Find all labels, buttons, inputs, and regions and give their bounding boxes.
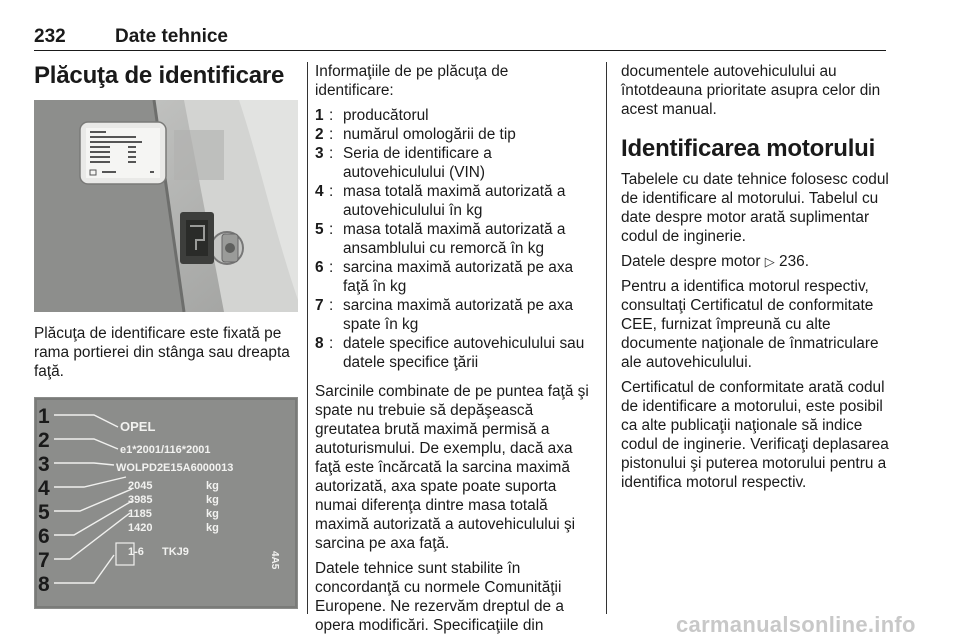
list-item: 2 : numărul omologării de tip — [315, 125, 591, 144]
list-item: 8 : datele specifice autovehiculului sau datele specifice ţării — [315, 334, 591, 372]
list-item-number: 4 — [315, 183, 324, 200]
plate-bottom-right: 4A5 — [269, 551, 280, 570]
list-item-text: datele specifice autovehiculului sau datele specifice ţării — [343, 335, 585, 371]
page-number: 232 — [34, 26, 66, 47]
engine-data-reference — [621, 252, 889, 271]
plate-rear-axle: 1420 — [128, 522, 153, 534]
door-frame-photo — [34, 100, 298, 312]
callout-7: 7 — [38, 549, 50, 572]
plate-unit: kg — [206, 494, 219, 506]
list-item: 7 : sarcina maximă autorizată pe axa spate în kg — [315, 296, 591, 334]
load-paragraph: Sarcinile combinate de pe puntea faţă şi spate nu trebuie să depăşească greutatea brută maximă permisă a autoturismului. De exemplu, dacă axa faţă este încărcată la sarcina maximă autorizată, axa spate poate suporta numai diferenţa dintre masa totală maximă autorizată a autovehiculului şi sarcina pe axa faţă. — [315, 383, 589, 552]
list-item-number: 3 — [315, 145, 324, 162]
column-1 — [34, 62, 298, 609]
plate-gross-weight: 2045 — [128, 480, 153, 492]
column-divider — [606, 62, 607, 614]
section-title-identification-plate: Plăcuţa de identificare — [34, 62, 285, 89]
plate-train-weight: 3985 — [128, 494, 153, 506]
list-item: 1 : producătorul — [315, 106, 591, 125]
callout-6: 6 — [38, 525, 50, 548]
engine-data-page-link[interactable]: 236. — [779, 253, 809, 270]
list-item-text: sarcina maximă autorizată pe axa faţă în kg — [343, 259, 574, 295]
list-item-number: 5 — [315, 221, 324, 238]
page-reference-icon: ▷ — [764, 254, 775, 269]
running-title: Date tehnice — [115, 26, 228, 47]
photo-caption: Plăcuţa de identificare este fixată pe rama portierei din stânga sau dreapta faţă. — [34, 325, 290, 380]
section-title-engine-identification: Identificarea motorului — [621, 135, 876, 162]
list-item-text: masa totală maximă autorizată a ansamblului cu remorcă în kg — [343, 221, 566, 257]
plate-front-axle: 1185 — [128, 508, 152, 520]
list-item-number: 8 — [315, 335, 324, 352]
list-item: 6 : sarcina maximă autorizată pe axa faţă în kg — [315, 258, 591, 296]
list-item-number: 6 — [315, 259, 324, 276]
identification-plate-illustration — [34, 397, 298, 609]
certificate-paragraph: Pentru a identifica motorul respectiv, consultaţi Certificatul de conformitate CEE, furnizat împreună cu alte documente naţionale de înmatriculare ale autovehiculului. — [621, 278, 879, 371]
conformity-paragraph: Certificatul de conformitate arată codul de identificare a motorului, este posibil ca alte publicaţii naţionale să indice codul de inginerie. Verificaţi deplasarea pistonului şi puterea motorului pentru a identifica motorul respectiv. — [621, 379, 889, 491]
plate-bottom-mid: TKJ9 — [162, 546, 189, 558]
callout-3: 3 — [38, 453, 50, 476]
list-item-number: 2 — [315, 126, 324, 143]
list-item-text: sarcina maximă autorizată pe axa spate în kg — [343, 297, 574, 333]
list-item: 4 : masa totală maximă autorizată a autovehiculului în kg — [315, 182, 591, 220]
callout-1: 1 — [38, 405, 50, 428]
plate-info-intro: Informaţiile de pe plăcuţa de identificare: — [315, 63, 509, 99]
list-item: 3 : Seria de identificare a autovehiculului (VIN) — [315, 144, 591, 182]
list-item: 5 : masa totală maximă autorizată a ansamblului cu remorcă în kg — [315, 220, 591, 258]
column-divider — [307, 62, 308, 614]
watermark: carmanualsonline.info — [676, 612, 916, 637]
plate-info-list — [315, 106, 591, 372]
priority-paragraph: documentele autovehiculului au întotdeauna prioritate asupra celor din acest manual. — [621, 63, 881, 118]
plate-unit: kg — [206, 480, 219, 492]
door-frame-illustration — [34, 100, 298, 312]
list-item-text: producătorul — [343, 107, 429, 124]
list-item-text: Seria de identificare a autovehiculului (VIN) — [343, 145, 492, 181]
plate-bottom-left: 1-6 — [128, 546, 144, 558]
identification-plate-svg — [34, 397, 298, 609]
plate-unit: kg — [206, 508, 219, 520]
callout-8: 8 — [38, 573, 50, 596]
plate-unit: kg — [206, 522, 219, 534]
list-item-text: numărul omologării de tip — [343, 126, 516, 143]
plate-vin: WOLPD2E15A6000013 — [116, 462, 234, 474]
engine-code-paragraph: Tabelele cu date tehnice folosesc codul de identificare al motorului. Tabelul cu date despre motor arată suplimentar codul de inginerie. — [621, 171, 889, 245]
page-header — [34, 22, 886, 51]
callout-4: 4 — [38, 477, 50, 500]
list-item-text: masa totală maximă autorizată a autovehiculului în kg — [343, 183, 566, 219]
list-item-number: 7 — [315, 297, 324, 314]
list-item-number: 1 — [315, 107, 324, 124]
column-2 — [315, 62, 591, 641]
callout-2: 2 — [38, 429, 50, 452]
callout-5: 5 — [38, 501, 50, 524]
engine-data-label: Datele despre motor — [621, 253, 761, 270]
plate-manufacturer: OPEL — [120, 419, 156, 434]
column-3 — [621, 62, 889, 498]
plate-type-approval: e1*2001/116*2001 — [120, 444, 211, 456]
specs-paragraph: Datele tehnice sunt stabilite în concordanţă cu normele Comunităţii Europene. Ne rezervăm dreptul de a opera modificări. Specificaţiile din — [315, 560, 564, 634]
